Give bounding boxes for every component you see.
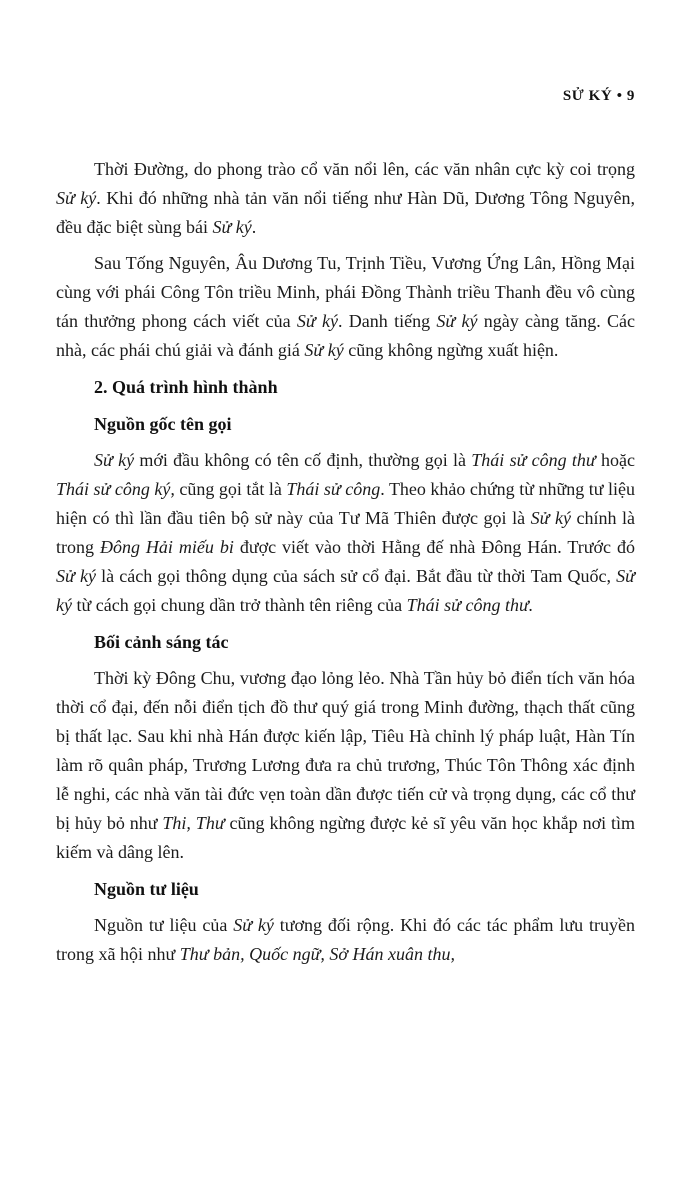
book-title-text: Đông Hải miếu bi	[99, 537, 234, 557]
book-title-text: Sử ký	[212, 217, 252, 237]
body-text-segment: mới đầu không có tên cố định, thường gọi là	[134, 450, 472, 470]
body-text-segment: từ cách gọi chung dần trở thành tên riêng của	[71, 595, 407, 615]
book-title-text: Thư bản, Quốc ngữ, Sở Hán xuân thu,	[179, 944, 455, 964]
book-title-text: Thái sử công	[286, 479, 381, 499]
book-title-text: Sử ký	[296, 311, 339, 331]
body-text-segment: Nguồn tư liệu của	[94, 915, 234, 935]
book-title-text: Thái sử công ký,	[56, 479, 175, 499]
body-text-segment: tương đối rộng. Khi đó các tác phẩm lưu truyền trong xã hội như	[56, 915, 636, 964]
body-text-segment: cũng gọi tắt là	[174, 479, 287, 499]
book-title-text: Thái sử công thư.	[406, 595, 534, 615]
body-text-segment: Thời kỳ Đông Chu, vương đạo lỏng lẻo. Nhà Tần hủy bỏ điển tích văn hóa thời cổ đại, đến nỗi điển tịch đồ thư quý giá trong Minh đường, thạch thất cũng bị thất lạc. Sau khi nhà Hán được kiến lập, Tiêu Hà chỉnh lý pháp luật, Hàn Tín làm rõ quân pháp, Trương Lương đưa ra chủ trương, Thúc Tôn Thông xác định lễ nghi, các nhà văn tài đức vẹn toàn dần được tiến cử và trọng dụng, các cổ thư bị hủy bỏ như	[56, 668, 635, 833]
book-title-text: Sử ký	[94, 450, 135, 470]
book-title-text: Sử ký	[304, 340, 344, 360]
paragraph-name-origin	[56, 446, 635, 620]
body-text-segment: chính là trong	[56, 508, 636, 557]
book-title-text: Thi, Thư	[162, 813, 225, 833]
body-text-segment: . Khi đó những nhà tản văn nổi tiếng như Hàn Dũ, Dương Tông Nguyên, đều đặc biệt sùng bái	[56, 188, 635, 237]
paragraph-tang-dynasty	[56, 155, 635, 242]
section-heading-formation-process: 2. Quá trình hình thành	[94, 377, 278, 397]
subheading-name-origin: Nguồn gốc tên gọi	[94, 414, 232, 434]
body-text-segment: .	[251, 217, 257, 237]
paragraph-composition-context	[56, 664, 635, 867]
body-text-segment: được viết vào thời Hằng đế nhà Đông Hán. Trước đó	[233, 537, 635, 557]
body-text-segment: cũng không ngừng được kẻ sĩ yêu văn học khắp nơi tìm kiếm và dâng lên.	[56, 813, 635, 862]
subheading-source-material: Nguồn tư liệu	[94, 879, 199, 899]
body-text-segment: là cách gọi thông dụng của sách sử cổ đại. Bắt đầu từ thời Tam Quốc,	[95, 566, 617, 586]
body-text-segment: . Danh tiếng	[338, 311, 437, 331]
paragraph-song-to-qing	[56, 249, 635, 365]
book-title-text: Sử ký	[56, 188, 97, 208]
body-text-segment: ngày càng tăng. Các nhà, các phái chú giải và đánh giá	[56, 311, 636, 360]
book-title-text: Sử ký	[56, 566, 635, 615]
body-text-segment: Sau Tống Nguyên, Âu Dương Tu, Trịnh Tiều, Vương Ứng Lân, Hồng Mại cùng với phái Công Tôn triều Minh, phái Đồng Thành triều Thanh đều vô cùng tán thưởng phong cách viết của	[56, 253, 635, 331]
paragraph-source-material	[56, 911, 635, 969]
body-text-segment: hoặc	[595, 450, 635, 470]
book-title-text: Sử ký	[56, 566, 96, 586]
book-title-text: Thái sử công thư	[471, 450, 596, 470]
subheading-composition-context: Bối cảnh sáng tác	[94, 632, 229, 652]
body-text-segment: . Theo khảo chứng từ những tư liệu hiện có thì lần đầu tiên bộ sử này của Tư Mã Thiên được gọi là	[56, 479, 635, 528]
page-body	[56, 155, 635, 969]
body-text-segment: Thời Đường, do phong trào cổ văn nổi lên, các văn nhân cực kỳ coi trọng	[94, 159, 635, 179]
book-title-text: Sử ký	[233, 915, 274, 935]
book-title-text: Sử ký	[436, 311, 478, 331]
running-header: SỬ KÝ • 9	[562, 88, 635, 104]
book-title-text: Sử ký	[530, 508, 571, 528]
body-text-segment: cũng không ngừng xuất hiện.	[343, 340, 559, 360]
